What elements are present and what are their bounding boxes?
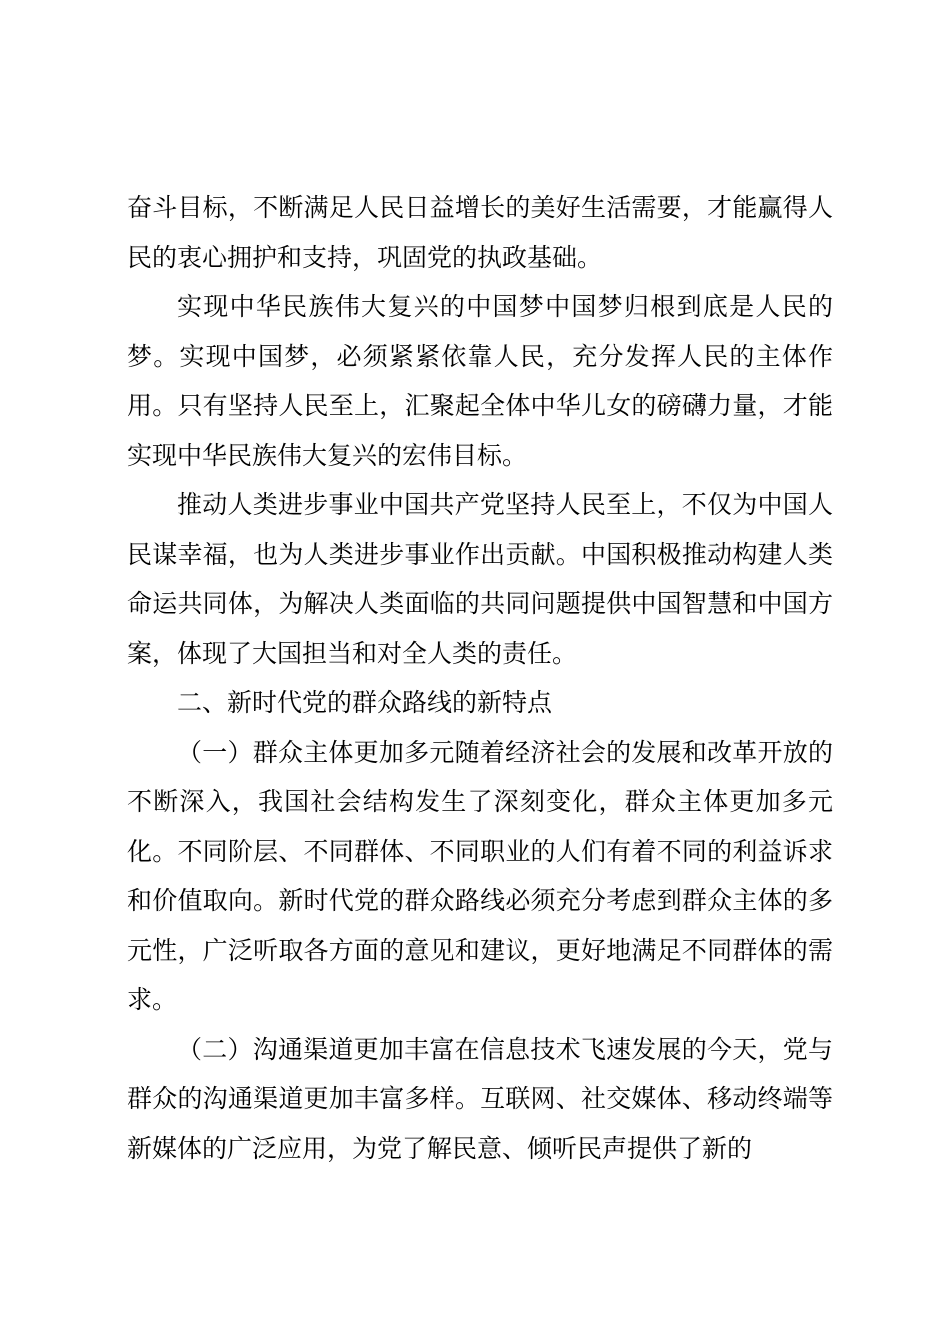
paragraph-1: 奋斗目标，不断满足人民日益增长的美好生活需要，才能赢得人民的衷心拥护和支持，巩固党的执政基础。: [127, 193, 833, 272]
paragraph-4: （一）群众主体更加多元随着经济社会的发展和改革开放的不断深入，我国社会结构发生了深刻变化，群众主体更加多元化。不同阶层、不同群体、不同职业的人们有着不同的利益诉求和价值取向。新时代党的群众路线必须充分考虑到群众主体的多元性，广泛听取各方面的意见和建议，更好地满足不同群体的需求。: [127, 737, 833, 1014]
paragraph-5: （二）沟通渠道更加丰富在信息技术飞速发展的今天，党与群众的沟通渠道更加丰富多样。互联网、社交媒体、移动终端等新媒体的广泛应用，为党了解民意、倾听民声提供了新的: [127, 1034, 833, 1163]
paragraph-2: 实现中华民族伟大复兴的中国梦中国梦归根到底是人民的梦。实现中国梦，必须紧紧依靠人民，充分发挥人民的主体作用。只有坚持人民至上，汇聚起全体中华儿女的磅礴力量，才能实现中华民族伟大复兴的宏伟目标。: [127, 292, 833, 470]
section-heading: 二、新时代党的群众路线的新特点: [177, 688, 553, 717]
paragraph-3: 推动人类进步事业中国共产党坚持人民至上，不仅为中国人民谋幸福，也为人类进步事业作出贡献。中国积极推动构建人类命运共同体，为解决人类面临的共同问题提供中国智慧和中国方案，体现了大国担当和对全人类的责任。: [127, 490, 833, 668]
document-body: [127, 183, 833, 1173]
